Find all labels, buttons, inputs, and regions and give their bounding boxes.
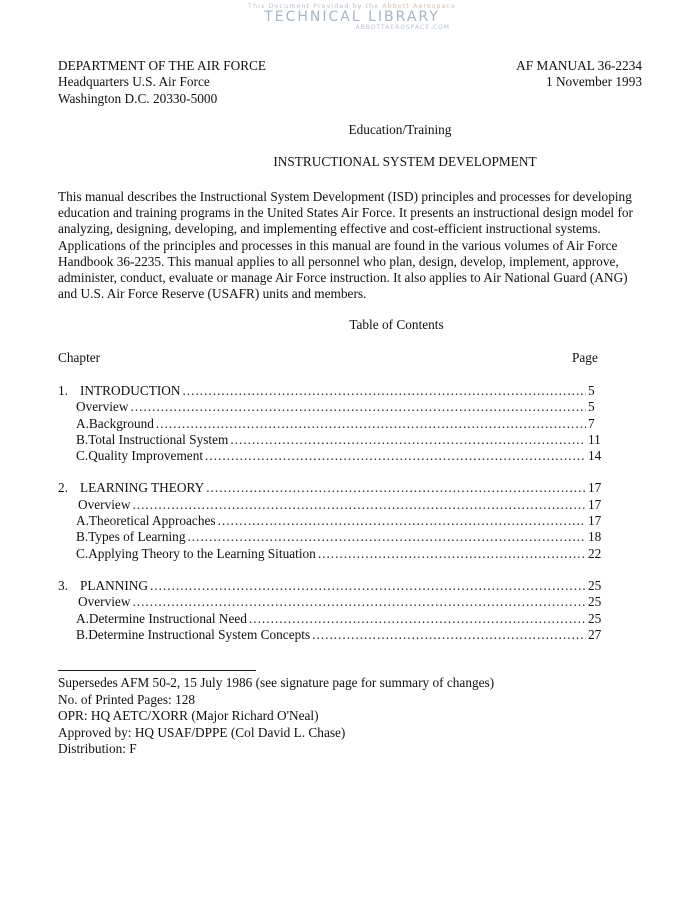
dot-leader: [187, 529, 586, 545]
page-number: 11: [588, 431, 601, 447]
dot-leader: [132, 497, 586, 513]
page-number: 5: [588, 399, 595, 415]
toc-entry[interactable]: [58, 432, 602, 448]
distribution: Distribution: F: [58, 741, 137, 756]
toc-entry[interactable]: [58, 513, 602, 529]
footnote-divider: [58, 670, 256, 671]
section-title: C.Quality Improvement: [76, 448, 204, 464]
toc-entry[interactable]: [58, 611, 602, 627]
dot-leader: [318, 546, 586, 562]
document-identifier: [516, 58, 642, 91]
toc-column-page: Page: [572, 350, 598, 365]
org-line-2: Headquarters U.S. Air Force: [58, 74, 210, 90]
toc-entry[interactable]: [58, 416, 602, 432]
dot-leader: [156, 416, 586, 432]
page-number: 25: [588, 594, 602, 610]
page-number: 14: [588, 448, 602, 464]
printed-pages: No. of Printed Pages: 128: [58, 691, 196, 707]
supersedes-note: Supersedes AFM 50-2, 15 July 1986 (see signature page for summary of changes): [58, 675, 495, 690]
dot-leader: [150, 578, 586, 594]
toc-chapter-3: [58, 578, 602, 643]
doc-date: 1 November 1993: [545, 74, 642, 90]
toc-entry[interactable]: [58, 529, 602, 545]
dot-leader: [206, 480, 586, 496]
toc-entry[interactable]: [58, 399, 602, 415]
toc-heading: Table of Contents: [349, 317, 444, 332]
section-title: C.Applying Theory to the Learning Situation: [76, 545, 316, 561]
dot-leader: [230, 432, 586, 448]
dot-leader: [218, 513, 586, 529]
page-number: 27: [588, 626, 602, 642]
doc-number: AF MANUAL 36-2234: [516, 58, 642, 73]
toc-entry[interactable]: [58, 383, 602, 399]
watermark-provider-line: This Document Provided by the Abbott Aerospace: [248, 2, 456, 10]
section-title: Overview: [78, 496, 131, 512]
issuing-organization: [58, 58, 266, 107]
toc-entry[interactable]: [58, 627, 602, 643]
section-title: A.Theoretical Approaches: [76, 513, 216, 529]
chapter-number: 1.: [58, 383, 68, 398]
toc-entry[interactable]: [58, 448, 602, 464]
chapter-title: LEARNING THEORY: [80, 480, 205, 496]
dot-leader: [312, 627, 586, 643]
section-title: Overview: [76, 399, 129, 415]
page-number: 17: [588, 513, 602, 529]
dot-leader: [182, 383, 586, 399]
toc-chapter-2: [58, 480, 602, 561]
watermark-title: TECHNICAL LIBRARY: [264, 9, 440, 25]
toc-entry[interactable]: [58, 578, 602, 594]
section-title: A.Determine Instructional Need: [76, 610, 247, 626]
chapter-number: 3.: [58, 577, 68, 593]
toc-entry[interactable]: [58, 480, 602, 496]
toc-entry[interactable]: [58, 594, 602, 610]
toc-column-chapter: Chapter: [58, 350, 101, 365]
document-footer: [58, 675, 494, 758]
page-number: 22: [588, 545, 602, 561]
watermark-url: ABBOTTAEROSPACE.COM: [355, 24, 450, 31]
chapter-number: 2.: [58, 480, 68, 496]
toc-entry[interactable]: [58, 497, 602, 513]
document-category: Education/Training: [348, 122, 452, 137]
section-title: Overview: [78, 594, 131, 610]
section-title: B.Determine Instructional System Concepts: [76, 626, 311, 642]
table-of-contents: [58, 383, 602, 659]
dot-leader: [130, 399, 586, 415]
section-title: A.Background: [76, 415, 154, 431]
dot-leader: [249, 611, 586, 627]
chapter-title: INTRODUCTION: [80, 383, 181, 398]
page-number: 25: [588, 610, 602, 626]
page-number: 7: [588, 415, 595, 431]
chapter-title: PLANNING: [80, 577, 148, 593]
toc-entry[interactable]: [58, 546, 602, 562]
intro-paragraph: This manual describes the Instructional System Development (ISD) principles and processes for developing education and training programs in the United States Air Force. It presents an instructional design model for analyzing, designing, developing, and implementing effective and cost-efficient instructional systems. Applications of the principles and processes in this manual are found in the various volumes of Air Force Handbook 36-2235. This manual applies to all personnel who plan, design, develop, implement, approve, administer, conduct, evaluate or manage Air Force instruction. It also applies to Air National Guard (ANG) and U.S. Air Force Reserve (USAFR) units and members.: [58, 189, 633, 302]
page-number: 17: [588, 480, 602, 496]
opr: OPR: HQ AETC/XORR (Major Richard O'Neal): [58, 708, 319, 723]
document-title: INSTRUCTIONAL SYSTEM DEVELOPMENT: [273, 154, 537, 169]
approved-by: Approved by: HQ USAF/DPPE (Col David L. Chase): [58, 724, 346, 740]
section-title: B.Types of Learning: [76, 529, 186, 545]
page-number: 18: [588, 529, 602, 545]
section-title: B.Total Instructional System: [76, 431, 229, 447]
org-line-3: Washington D.C. 20330-5000: [58, 90, 218, 106]
page-number: 17: [588, 496, 602, 512]
org-line-1: DEPARTMENT OF THE AIR FORCE: [58, 58, 267, 73]
page-number: 25: [588, 577, 602, 593]
dot-leader: [132, 594, 586, 610]
watermark-logo: [232, 0, 472, 36]
page-number: 5: [588, 383, 595, 398]
dot-leader: [205, 448, 586, 464]
toc-chapter-1: [58, 383, 602, 464]
